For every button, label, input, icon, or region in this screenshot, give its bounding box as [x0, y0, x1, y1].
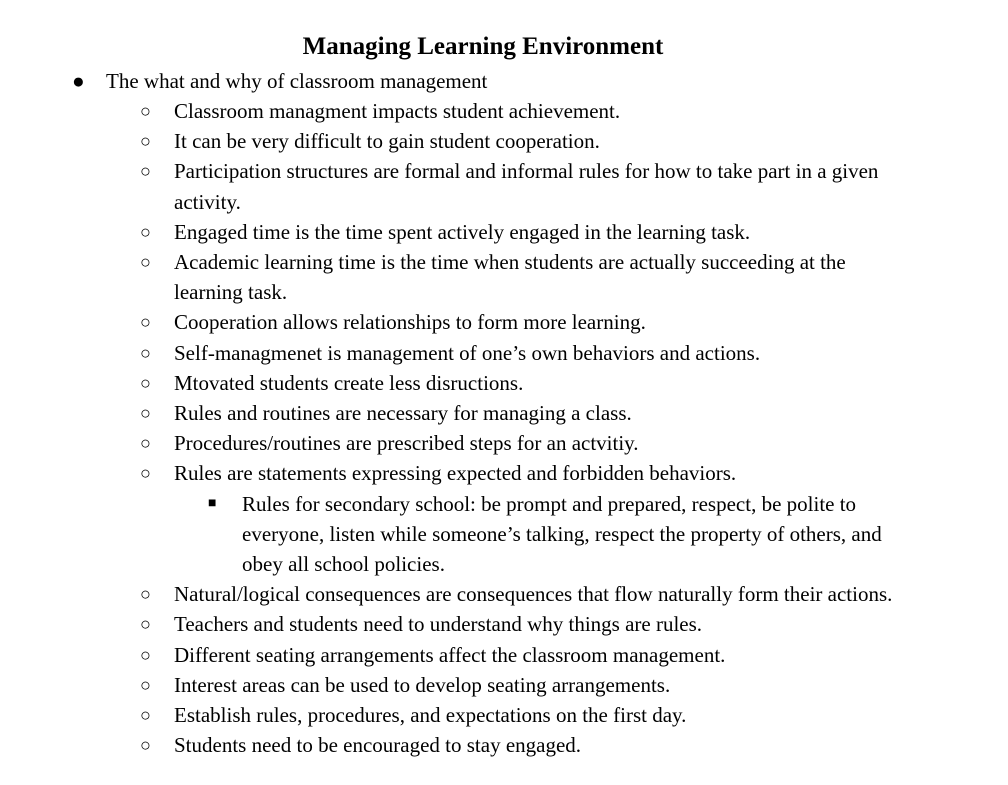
- list-item: [140, 458, 914, 579]
- hollow-circle-bullet-icon: ○: [140, 101, 151, 121]
- list-item: [140, 640, 914, 670]
- list-item-text: Rules are statements expressing expected and forbidden behaviors.: [174, 461, 737, 486]
- sub-list-item-text: Rules for secondary school: be prompt and prepared, respect, be polite to everyone, listen while someone’s talking, respect the property of others, and obey all school policies.: [242, 491, 882, 577]
- list-item-text: Self-managmenet is management of one’s own behaviors and actions.: [174, 340, 761, 365]
- document-title: Managing Learning Environment: [302, 33, 664, 60]
- hollow-circle-bullet-icon: ○: [140, 252, 151, 273]
- list-item-text: Natural/logical consequences are consequences that flow naturally form their actions.: [174, 582, 893, 607]
- hollow-circle-bullet-icon: ○: [140, 463, 151, 484]
- list-item-text: It can be very difficult to gain student cooperation.: [174, 129, 600, 154]
- hollow-circle-bullet-icon: ○: [140, 372, 151, 393]
- hollow-circle-bullet-icon: ○: [140, 735, 151, 756]
- hollow-circle-bullet-icon: ○: [140, 644, 151, 665]
- sub-list-item: [208, 489, 914, 580]
- list-item: [140, 670, 914, 700]
- hollow-circle-bullet-icon: ○: [140, 614, 151, 635]
- list-item: [140, 368, 914, 398]
- hollow-circle-bullet-icon: ○: [140, 131, 151, 152]
- list-item: [140, 609, 914, 639]
- list-item-text: Students need to be encouraged to stay engaged.: [174, 733, 582, 758]
- list-item-text: Engaged time is the time spent actively engaged in the learning task.: [174, 219, 751, 244]
- section-item-list: [140, 96, 914, 760]
- hollow-circle-bullet-icon: ○: [140, 674, 151, 695]
- list-item-text: Establish rules, procedures, and expectations on the first day.: [174, 703, 687, 728]
- list-item: [140, 247, 914, 307]
- hollow-circle-bullet-icon: ○: [140, 161, 151, 182]
- hollow-circle-bullet-icon: ○: [140, 705, 151, 726]
- hollow-circle-bullet-icon: ○: [140, 342, 151, 363]
- hollow-circle-bullet-icon: ○: [140, 403, 151, 424]
- section-heading: The what and why of classroom management: [106, 69, 488, 93]
- list-item-text: Classroom managment impacts student achievement.: [174, 99, 621, 123]
- square-bullet-icon: ■: [208, 495, 217, 511]
- hollow-circle-bullet-icon: ○: [140, 221, 151, 242]
- list-item-text: Mtovated students create less disructions.: [174, 370, 524, 395]
- list-item-text: Different seating arrangements affect the classroom management.: [174, 642, 726, 667]
- list-item: [140, 579, 914, 609]
- list-item: [140, 338, 914, 368]
- list-item-text: Cooperation allows relationships to form more learning.: [174, 310, 646, 335]
- list-item-text: Rules and routines are necessary for managing a class.: [174, 401, 632, 426]
- list-item: [140, 700, 914, 730]
- list-item-text: Procedures/routines are prescribed steps for an actvitiy.: [174, 431, 639, 456]
- list-item: [140, 156, 914, 216]
- section-bullet: ●: [72, 69, 85, 93]
- list-item: [140, 307, 914, 337]
- list-item: [140, 217, 914, 247]
- hollow-circle-bullet-icon: ○: [140, 312, 151, 333]
- list-item: [140, 428, 914, 458]
- list-item: [140, 398, 914, 428]
- list-item-text: Participation structures are formal and informal rules for how to take part in a given activity.: [174, 159, 879, 214]
- list-item-text: Interest areas can be used to develop seating arrangements.: [174, 672, 671, 697]
- hollow-circle-bullet-icon: ○: [140, 584, 151, 605]
- list-item-text: Teachers and students need to understand why things are rules.: [174, 612, 703, 637]
- sub-item-list: [174, 489, 914, 580]
- list-item-text: Academic learning time is the time when students are actually succeeding at the learning task.: [174, 250, 846, 305]
- list-item: [140, 96, 914, 126]
- list-item: [140, 730, 914, 760]
- list-item: [140, 126, 914, 156]
- hollow-circle-bullet-icon: ○: [140, 433, 151, 454]
